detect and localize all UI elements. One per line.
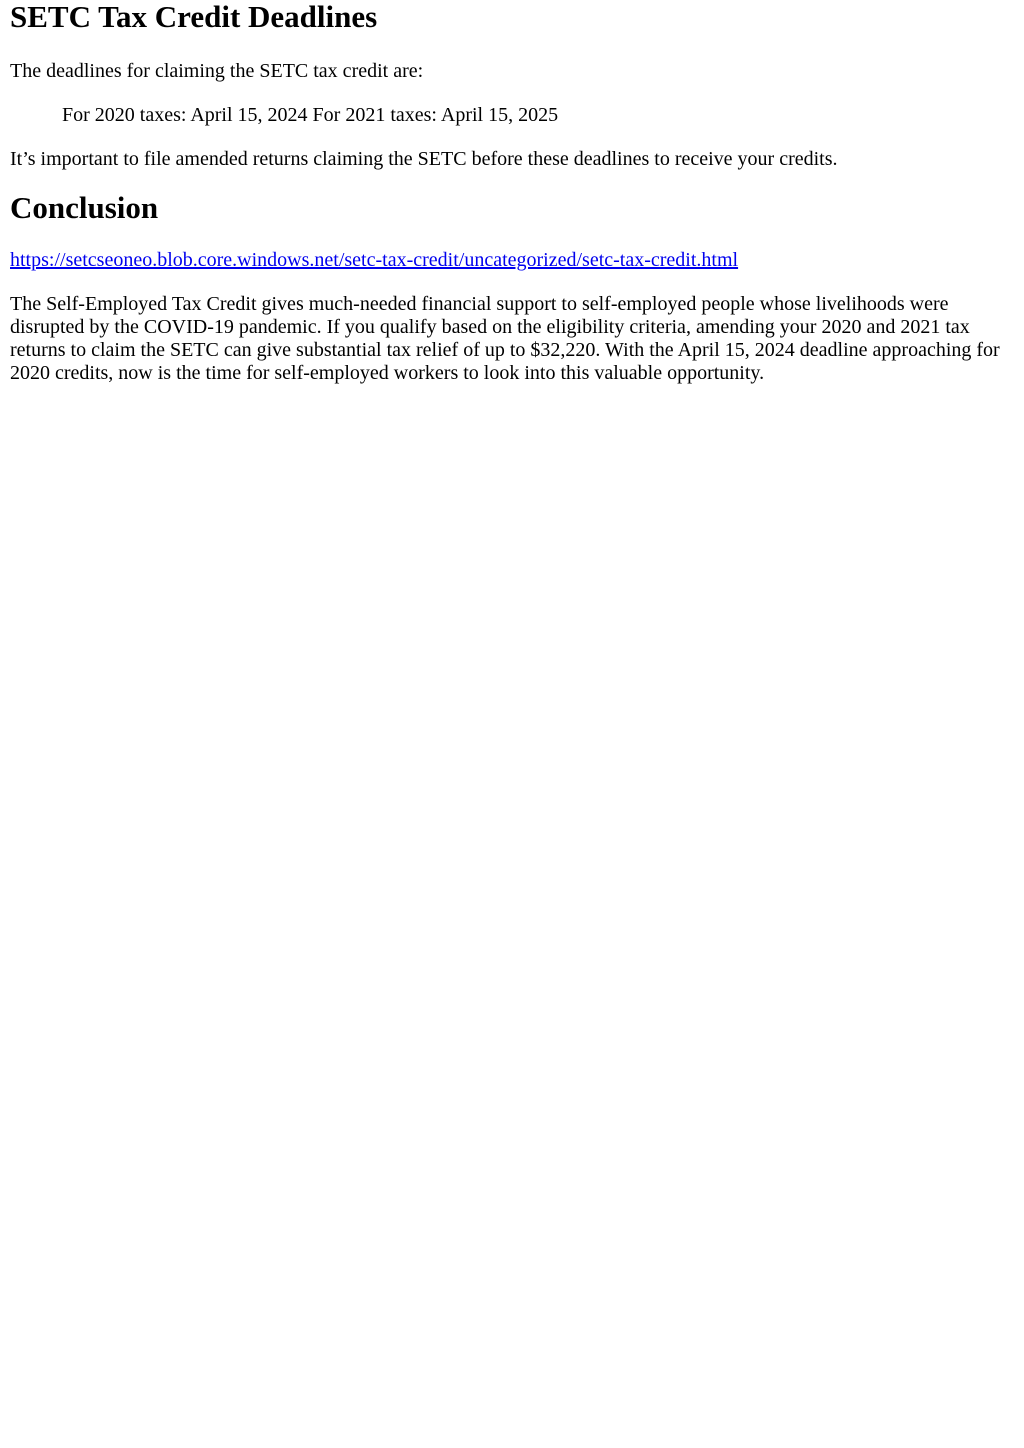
- document-page: [0, 0, 1024, 385]
- deadlines-note: It’s important to file amended returns claiming the SETC before these deadlines to receive your credits.: [10, 148, 838, 170]
- conclusion-heading: Conclusion: [10, 190, 159, 225]
- deadlines-heading: SETC Tax Credit Deadlines: [10, 0, 378, 34]
- conclusion-body: The Self-Employed Tax Credit gives much-needed financial support to self-employed people whose livelihoods were disrupted by the COVID-19 pandemic. If you qualify based on the eligibility criteria, amending your 2020 and 2021 tax returns to claim the SETC can give substantial tax relief of up to $32,220. With the April 15, 2024 deadline approaching for 2020 credits, now is the time for self-employed workers to look into this valuable opportunity.: [10, 293, 1000, 384]
- source-link[interactable]: https://setcseoneo.blob.core.windows.net/setc-tax-credit/uncategorized/setc-tax-credit.html: [10, 249, 739, 271]
- deadlines-dates: For 2020 taxes: April 15, 2024 For 2021 taxes: April 15, 2025: [62, 104, 559, 126]
- deadlines-intro: The deadlines for claiming the SETC tax credit are:: [10, 60, 424, 82]
- source-link-paragraph: [10, 249, 1014, 272]
